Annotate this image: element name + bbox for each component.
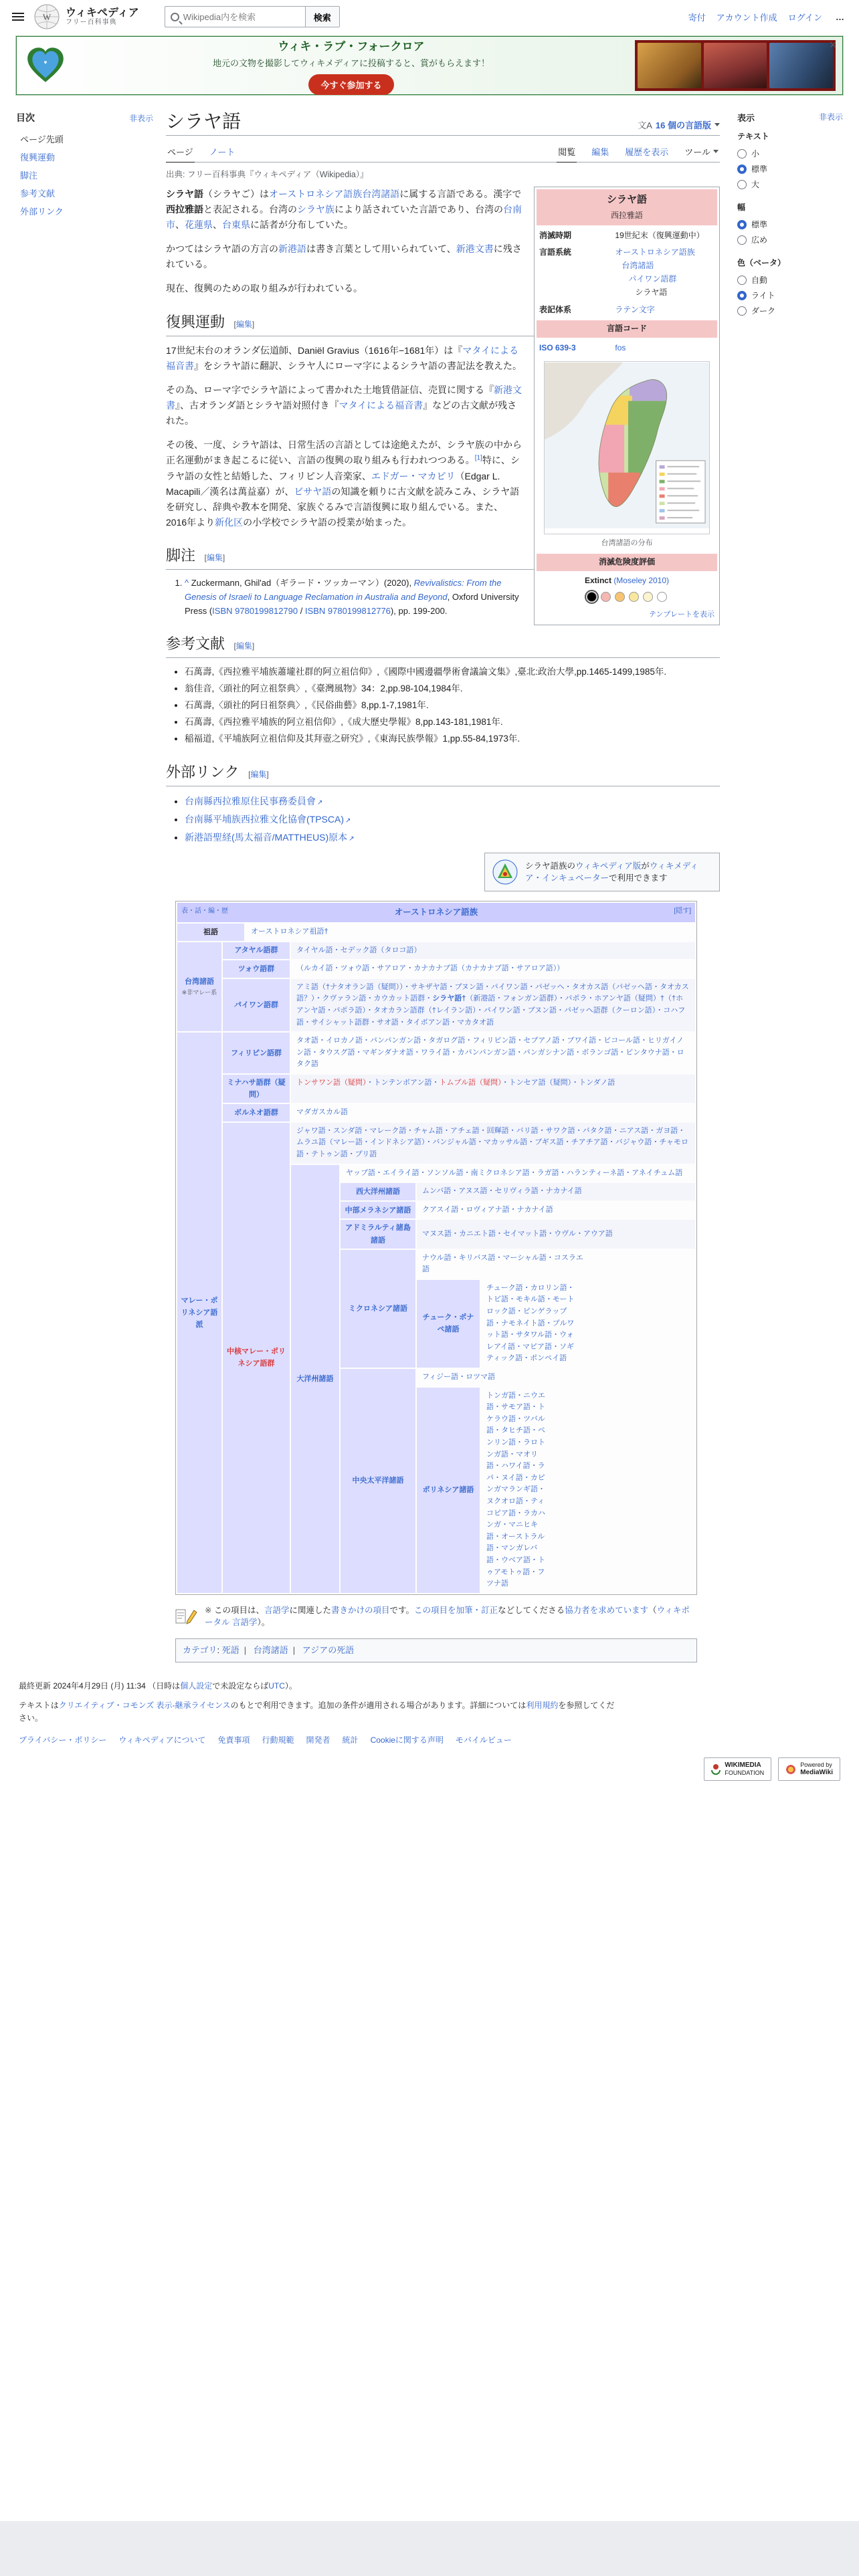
reference-item: • 稲福道,《平埔族阿立祖信仰及其拜壺之研究》,《東海民族學報》1,pp.55-84,1973年. [185,732,720,747]
edit-section-link[interactable]: [編集] [233,319,255,329]
footer-links [19,1734,840,1745]
search-bar [165,6,340,27]
view-template-link[interactable]: テンプレートを表示 [648,611,714,619]
iso-label-link[interactable]: ISO 639-3 [539,343,576,353]
global-header [0,0,859,33]
navbox-group-chuukic-pohnpeic[interactable]: チューク・ポナペ諸語 [417,1280,480,1368]
menu-icon[interactable] [12,13,24,21]
navbox-group-tsouic[interactable]: ツォウ語群 [223,960,290,978]
wikimedia-logo-icon [711,1764,721,1775]
endangerment-scale [537,589,717,607]
stub-mark: ※ [205,1605,212,1615]
width-label: 幅 [737,203,746,212]
reference-item: • 石萬壽,〈頭社的阿日祖祭典〉,《民俗曲藝》8,pp.1-7,1981年. [185,698,720,714]
scale-dot [615,592,625,602]
navbox-list[interactable]: タオ語・イロカノ語・パンパンガン語・タガログ語・フィリピン語・セブアノ語・ブワイ語・ビコール語・ヒリガイノン語・タウスグ語・マギンダナオ語・ワライ語・カパンパンガン語・パンガシナン語・ボランゴ語・ビンタウナ語・ロタク語 [291,1033,695,1073]
radio-icon[interactable] [737,291,747,300]
categories-bar: カテゴリ: 死語 | 台湾諸語 | アジアの死語 [175,1638,697,1662]
category-link[interactable]: 死語 [221,1645,240,1656]
family-link[interactable]: 台湾諸語 [622,261,654,271]
radio-icon[interactable] [737,235,747,245]
category-link[interactable]: 台湾諸語 [253,1645,288,1656]
appearance-panel [737,111,843,328]
navbox-austronesian [175,901,697,1594]
chevron-down-icon [713,150,719,153]
external-link[interactable]: 新港語聖経(馬太福音/MATTHEUS)原本 [185,832,348,843]
scale-dot [657,592,667,602]
taiwan-languages-map[interactable] [544,361,710,534]
text-size-small[interactable]: 小 [737,146,843,161]
toc-item-notes[interactable]: 脚注 [20,171,38,181]
color-dark[interactable]: ダーク [737,303,843,318]
status-value: Extinct [584,575,611,585]
navbox-group-philippine[interactable]: フィリピン語群 [223,1033,290,1073]
infobox-family-label: 言語系統 [539,247,572,257]
width-standard[interactable]: 標準 [737,217,843,232]
navbox-list[interactable]: ムンバ語・アヌス語・セリヴィラ語・ナカナイ語 [417,1183,695,1200]
personal-links [688,11,847,23]
more-menu-icon[interactable]: … [836,11,844,22]
tab-edit[interactable]: 編集 [591,147,609,157]
svg-text:W: W [42,12,52,22]
search-button[interactable]: 検索 [305,6,340,27]
footnote-item[interactable]: 1. ^ Zuckermann, Ghil'ad（ギラード・ツッカーマン）(2020), Revivalistics: From the Genesis of Israeli to Language Reclamation in Australia and Beyond, Oxford University Press (ISBN 9780199812790 / ISBN 9780199812776), pp. 199-200. [185,576,720,618]
reference-item: • 翁佳音,〈頭社的阿立祖祭典〉,《臺灣風物》34：2,pp.98-104,1984年. [185,681,720,697]
section-heading-notes: 脚注 [編集] [166,544,720,570]
footer-link-mobile[interactable]: モバイルビュー [455,1735,512,1745]
navbox-group-central-pacific[interactable]: 中央太平洋諸語 [341,1369,415,1593]
toc-title: 目次 [16,112,35,123]
article-content [166,107,720,1662]
footer-link-conduct[interactable]: 行動規範 [262,1735,294,1745]
language-versions-button[interactable]: 文A 16 個の言語版 [638,118,720,134]
navbox-list[interactable]: フィジー語・ロツマ語 [417,1369,557,1386]
wikimedia-foundation-badge[interactable]: WIKIMEDIA FOUNDATION [704,1757,771,1781]
width-wide[interactable]: 広め [737,232,843,247]
status-reference-link[interactable]: (Moseley 2010) [613,575,670,585]
navbox-list[interactable]: ジャワ語・スンダ語・マレーク語・チャム語・アチェ語・回輝語・バリ語・サワク語・バタク語・ニアス語・ガヨ語・ムラユ語（マレー語・インドネシア語）・バンジャル語・マカッサル語・ブギス語・チアチア語・バジャウ語・チャモロ語・テトゥン語・プリ語 [291,1123,695,1164]
toc-item-external-links[interactable]: 外部リンク [20,207,64,217]
text-size-label: テキスト [737,132,769,141]
lead-paragraph: シラヤ語（シラヤご）はオーストロネシア語族台湾諸語に属する言語である。漢字で西拉雅語と表記される。台湾のシラヤ族により話されていた言語であり、台湾の台南市、花蓮県、台東県に話者が分布していた。 [166,189,522,231]
page-footer [0,1662,859,1794]
iso-value-link[interactable]: fos [615,343,626,353]
section-heading-references: 参考文献 [編集] [166,632,720,658]
toc-item-top[interactable]: ページ先頭 [20,134,64,144]
infobox-extinct-value: 19世紀末（復興運動中） [615,230,704,240]
search-field-wrap [165,6,305,27]
family-link[interactable]: オーストロネシア語族 [615,247,695,257]
source-line: 出典: フリー百科事典『ウィキペディア（Wikipedia）』 [166,170,369,179]
navbox-list[interactable]: マヌス語・カニエト語・セイマット語・ウヴル・アウア語 [417,1220,695,1248]
edit-section-link[interactable]: [編集] [248,769,269,779]
mediawiki-badge[interactable]: Powered by MediaWiki [778,1757,840,1781]
script-link[interactable]: ラテン文字 [615,304,655,314]
page-tabs [166,141,720,163]
scale-dot [643,592,653,602]
tools-menu[interactable]: ツール [683,141,720,162]
external-link-icon: ↗ [317,798,323,807]
page-title: シラヤ語 [166,112,242,132]
mediawiki-logo-icon [785,1764,796,1775]
stub-icon [175,1608,198,1625]
language-infobox [534,187,720,625]
footer-link-disclaimer[interactable]: 免責事項 [217,1735,250,1745]
navbox-title-link[interactable]: オーストロネシア語族 [394,907,478,918]
categories-label-link[interactable]: カテゴリ [183,1645,217,1656]
donate-link[interactable]: 寄付 [688,12,706,23]
map-legend [656,461,705,523]
wikipedia-globe-icon [33,3,60,30]
last-updated: 最終更新 2024年4月29日 (月) 11:34 （日時は個人設定で未設定ならばUTC）。 [19,1681,297,1691]
section-heading-revival: 復興運動 [編集] [166,310,720,336]
appearance-title: 表示 [737,113,755,123]
radio-icon[interactable] [737,149,747,158]
search-icon [171,13,179,21]
radio-icon[interactable] [737,220,747,229]
navbox-group-admiralty[interactable]: アドミラルティ諸島諸語 [341,1220,415,1248]
body-paragraph: その後、一度、シラヤ語は、日常生活の言語としては途絶えたが、シラヤ族の中から正名運動がまき起こるに従い、言語の復興の取り組みも行われつつある。[1]特に、シラヤ語の女性と結婚した、フィリピン人音楽家、エドガー・マカピリ（Edgar L. Macapili／漢名は萬益嘉）が、ビサヤ語の知識を頼りに古文献を読みこみ、シラヤ語を研究し、辞典や教本を開発、家族ぐるみで言語復興に取り組んでいる。また、2016年より新化区の小学校でシラヤ語の授業が始まった。 [166,439,522,528]
navbox-list[interactable]: タイヤル語・セデック語（タロコ語） [291,942,695,960]
table-of-contents [16,111,153,220]
page-background [0,2521,859,2576]
incubator-text[interactable]: シラヤ語族のウィキペディア版がウィキメディア・インキュベーターで利用できます [525,861,698,883]
toc-item-references[interactable]: 参考文献 [20,189,56,199]
wiki-loves-folklore-logo [23,43,68,88]
banner-cta-button[interactable]: 今すぐ参加する [308,74,393,95]
navbox-group-proto: 祖語 [177,924,244,941]
banner-title: ウィキ・ラブ・フォークロア [278,39,425,53]
reference-item: • 石萬壽,《西拉雅平埔族蕭壠社群的阿立祖信仰》,《國際中國邊疆學術會議論文集》,臺北:政治大學,pp.1465-1499,1985年. [185,665,720,680]
radio-icon[interactable] [737,180,747,189]
languages-icon: 文A [638,120,652,130]
scale-dot [601,592,611,602]
infobox-extinct-label: 消滅時期 [539,230,572,240]
color-light[interactable]: ライト [737,288,843,303]
navbox-list[interactable]: アミ語（†ナタオラン語（疑問））・サキザヤ語・ブヌン語・パイワン語・パゼッヘ・タオカス語（パゼッヘ語・タオカス語？）・クヴァラン語・カウカット語群・シラヤ語†（新港語・フォンガン語群）・パポラ・ホアンヤ語（疑問）†（†ホアンヤ語・パポラ語）・タオカラン語群（†レイラン語）・パイワン語・ブヌン語・パゼッヘ語群（クーロン語）・コハフ語・サイシャット語群・サオ語・タイボアン語・マカタオ語 [291,979,695,1031]
navbox-group-central-melanesian[interactable]: 中部メラネシア諸語 [341,1202,415,1219]
navbox-hide-link[interactable]: [隠す] [674,907,691,916]
navbox-list[interactable]: クアスイ語・ロヴィアナ語・ナカナイ語 [417,1202,695,1219]
radio-icon[interactable] [737,306,747,316]
navbox-list[interactable]: ヤップ語・エイライ語・ソンソル語・南ミクロネシア語・ラガ語・ハランティーネ語・アネイチュム語 [341,1165,695,1182]
navbox-group-formosan[interactable]: 台湾諸語 ※非マレー系 [177,942,221,1032]
text-size-large[interactable]: 大 [737,177,843,192]
chevron-down-icon [714,123,720,126]
tab-read[interactable]: 閲覧 [557,141,577,163]
lead-paragraph: かつてはシラヤ語の方言の新港語は書き言葉として用いられていて、新港文書に残されている。 [166,243,522,270]
edit-section-link[interactable]: [編集] [204,552,225,562]
navbox-proto-value[interactable]: オーストロネシア祖語† [246,924,695,941]
body-paragraph: その為、ローマ字でシラヤ語によって書かれた土地賃借証信、売買に関する『新港文書』、古オランダ語とシラヤ語対照付き『マタイによる福音書』などの古文献が残された。 [166,385,522,427]
wikimedia-incubator-icon [492,859,518,885]
navbox-group-core-mp[interactable]: 中核マレー・ポリネシア語群 [223,1123,290,1593]
banner-photo [704,43,767,88]
tab-talk[interactable]: ノート [209,147,235,157]
stub-notice [175,1604,697,1630]
navbox-list[interactable]: マダガスカル語 [291,1104,695,1121]
incubator-box [484,853,720,891]
infobox-codes-header: 言語コード [537,320,717,338]
radio-icon[interactable] [737,165,747,174]
navbox-group-polynesian[interactable]: ポリネシア諸語 [417,1388,480,1593]
site-wordmark: ウィキペディア [66,7,139,19]
color-auto[interactable]: 自動 [737,272,843,288]
banner-subtitle: 地元の文物を撮影してウィキメディアに投稿すると、賞がもらえます！ [213,58,490,68]
wikipedia-logo[interactable] [33,3,139,30]
map-caption: 台湾諸語の分布 [601,538,653,547]
footer-link-statistics[interactable]: 統計 [342,1735,359,1745]
banner-close-icon[interactable]: ✕ [829,39,837,50]
lead-paragraph: 現在、復興のための取り組みが行われている。 [166,283,363,294]
toc-hide-link[interactable]: 非表示 [128,113,153,123]
navbox-group-malayo-polynesian[interactable]: マレー・ポリネシア語派 [177,1033,221,1593]
tab-history[interactable]: 履歴を表示 [625,147,669,157]
family-link[interactable]: パイワン語群 [628,274,677,284]
infobox-title: シラヤ語 [537,189,717,209]
scale-dot [629,592,639,602]
navbox-list[interactable]: トンガ語・ニウエ語・サモア語・トケラウ語・ツバル語・タヒチ語・ペンリン語・ラロトンガ語・マオリ語・ハワイ語・ラパ・ヌイ語・カピンガマランギ語・ヌクオロ語・ティコピア語・ラカハンガ・マニヒキ語・オーストラル語・マンガレバ語・ウベア語・トゥアモトゥ語・フツナ語 [481,1388,551,1593]
navbox-group-atayalic[interactable]: アタヤル語群 [223,942,290,960]
text-size-standard[interactable]: 標準 [737,161,843,177]
edit-section-link[interactable]: [編集] [233,641,255,651]
navbox-group-paiwanic[interactable]: パイワン語群 [223,979,290,1031]
category-link[interactable]: アジアの死語 [302,1645,355,1656]
navbox-group-borneo[interactable]: ボルネオ語群 [223,1104,290,1121]
external-link-icon: ↗ [349,835,355,843]
navbox-group-oceanic[interactable]: 大洋州諸語 [291,1165,339,1593]
search-input[interactable] [183,12,300,22]
create-account-link[interactable]: アカウント作成 [716,12,777,23]
navbox-group-micronesian[interactable]: ミクロネシア諸語 [341,1250,415,1368]
reference-item: • 石萬壽,《西拉雅平埔族的阿立祖信仰》,《成大歷史學報》8,pp.143-181,1981年. [185,715,720,730]
appearance-hide-link[interactable]: 非表示 [818,112,843,122]
infobox-subtitle: 西拉雅語 [537,209,717,225]
stub-text[interactable]: この項目は、言語学に関連した書きかけの項目です。この項目を加筆・訂正などしてくださる協力者を求めています（ウィキポータル 言語学）。 [205,1605,690,1628]
campaign-banner[interactable] [16,36,843,95]
toc-item-revival[interactable]: 復興運動 [20,152,56,163]
banner-photo [638,43,701,88]
infobox-status-header: 消滅危険度評価 [537,554,717,571]
body-paragraph: 17世紀末台のオランダ伝道師、Daniël Gravius（1616年−1681年）は『マタイによる福音書』をシラヤ語に翻訳、シラヤ人にローマ字によるシラヤ語の書記法を教えた。 [166,344,522,371]
navbox-list[interactable]: ナウル語・キリバス語・マーシャル語・コスラエ語 [417,1250,589,1279]
footer-link-cookies[interactable]: Cookieに関する声明 [370,1735,444,1745]
license-text: テキストはクリエイティブ・コモンズ 表示-継承ライセンスのもとで利用できます。追加の条件が適用される場合があります。詳細については利用規約を参照してください。 [19,1700,615,1723]
navbox-list[interactable]: チューク語・カロリン語・トビ語・モキル語・モートロック語・ピンゲラップ語・ナモネイト語・プルワット語・サタワル語・ウォレアイ語・マピア語・ソギティック語・ポンペイ語 [481,1280,581,1368]
navbox-list[interactable]: （ルカイ語・ツォウ語・サアロア・カナカナブ語（カナカナブ語・サアロア語）） [291,960,695,978]
footer-link-developers[interactable]: 開発者 [306,1735,330,1745]
external-link[interactable]: 台南縣平埔族西拉雅文化協會(TPSCA) [185,814,344,825]
external-link[interactable]: 台南縣西拉雅原住民事務委員會 [185,795,316,807]
banner-photo-collage [635,40,836,91]
color-label: 色（ベータ） [737,258,786,267]
scale-dot-extinct [587,592,597,602]
family-current: シラヤ語 [635,287,668,297]
banner-photo [769,43,833,88]
external-link-icon: ↗ [345,817,351,825]
tab-article[interactable]: ページ [166,141,195,163]
footer-link-about[interactable]: ウィキペディアについて [118,1735,206,1745]
radio-icon[interactable] [737,276,747,285]
login-link[interactable]: ログイン [787,12,822,23]
svg-text:♥: ♥ [43,59,47,66]
footer-link-privacy[interactable]: プライバシー・ポリシー [19,1735,107,1745]
navbox-group-western-oceanic[interactable]: 西大洋州諸語 [341,1183,415,1200]
navbox-group-minahasan[interactable]: ミナハサ語群（疑問） [223,1075,290,1103]
navbox-vte-links[interactable]: 表・話・編・歴 [181,907,228,916]
navbox-list[interactable]: トンサワン語（疑問）・トンテンボアン語・トムブル語（疑問）・トンセア語（疑問）・トンダノ語 [291,1075,695,1103]
site-tagline: フリー百科事典 [66,19,117,27]
infobox-script-label: 表記体系 [539,304,572,314]
section-heading-external-links: 外部リンク [編集] [166,760,720,786]
